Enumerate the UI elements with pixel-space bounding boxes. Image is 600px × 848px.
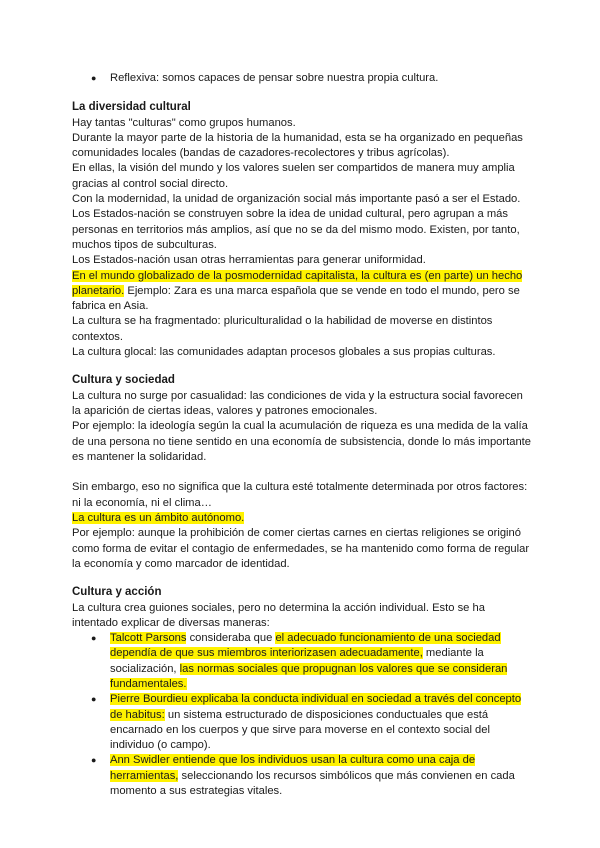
paragraph: La cultura crea guiones sociales, pero no determina la acción individual. Esto se ha intentado explicar de diversas maneras: [72,601,485,629]
list-item-text: un sistema estructurado de disposiciones conductuales que está encarnado en los cuerpos y que sirve para moverse en el contexto social del individuo (o campo). [110,708,490,752]
section-title: Cultura y sociedad [72,374,175,387]
paragraph-text: Ejemplo: Zara es una marca española que se vende en todo el mundo, pero se fabrica en Asia. [72,284,520,313]
paragraph: En ellas, la visión del mundo y los valores suelen ser compartidos de manera muy amplia gracias al control social directo. [72,162,515,190]
paragraph: Sin embargo, eso no significa que la cultura esté totalmente determinada por otros factores: ni la economía, ni el clima… [72,481,528,509]
list-item [72,631,534,692]
list-item [72,692,534,753]
paragraph: Los Estados-nación se construyen sobre la idea de unidad cultural, pero agrupan a más personas en territorios más amplios, así que no se da del mismo modo. Existen, por tanto, muchos tipos de subculturas. [72,208,520,251]
section-title: La diversidad cultural [72,101,191,114]
paragraph: Hay tantas "culturas" como grupos humanos. [72,116,296,129]
bullet-dot-icon: ● [91,633,97,644]
section-title: Cultura y acción [72,586,162,599]
paragraph: Durante la mayor parte de la historia de la humanidad, esta se ha organizado en pequeñas comunidades locales (bandas de cazadores-recolectores y tribus agrícolas). [72,131,523,160]
highlighted-text: las normas sociales que propugnan los valores que se consideran fundamentales. [110,662,508,690]
blank-line [72,465,534,480]
bullet-dot-icon: ● [91,73,97,83]
paragraph [72,511,534,526]
paragraph [72,269,534,315]
paragraph: Por ejemplo: aunque la prohibición de comer ciertas carnes en ciertas religiones se originó como forma de evitar el contagio de enfermedades, se ha mantenido como forma de regular la economía y como marcador de identidad. [72,527,530,570]
highlighted-text: La cultura es un ámbito autónomo. [72,512,245,525]
intro-bullet-text: Reflexiva: somos capaces de pensar sobre nuestra propia cultura. [110,72,439,84]
document-body [72,71,534,799]
highlighted-text: En el mundo globalizado de la posmodernidad capitalista, la cultura es (en parte) un hecho planetario. [72,269,523,297]
paragraph: La cultura no surge por casualidad: las condiciones de vida y la estructura social favorecen la aparición de ciertas ideas, valores y patrones emocionales. [72,389,523,417]
intro-bullet [72,71,534,86]
highlighted-text: Ann Swidler entiende que los individuos usan la cultura como una caja de herramientas, [110,754,476,782]
list-item-text: seleccionando los recursos simbólicos que más convienen en cada momento a sus estrategias vitales. [110,769,515,798]
highlighted-text: Pierre Bourdieu explicaba la conducta individual en sociedad a través del concepto de habitus: [110,693,522,721]
list-item [72,753,534,799]
list-item-text: consideraba que [186,632,276,645]
list-item-text: mediante la socialización, [110,647,484,675]
paragraph: Los Estados-nación usan otras herramientas para generar uniformidad. [72,254,426,267]
section-diversidad [72,100,534,360]
highlighted-text: el adecuado funcionamiento de una sociedad dependía de que sus miembros interiorizasen adecuadamente, [110,632,501,660]
section-accion [72,585,534,799]
bullet-dot-icon: ● [91,694,97,705]
bullet-dot-icon: ● [91,755,97,766]
bullet-list [72,631,534,799]
paragraph: La cultura se ha fragmentado: pluriculturalidad o la habilidad de moverse en distintos contextos. [72,315,493,343]
paragraph: La cultura glocal: las comunidades adaptan procesos globales a sus propias culturas. [72,346,496,359]
highlighted-text: Talcott Parsons [110,632,187,645]
paragraph: Con la modernidad, la unidad de organización social más importante pasó a ser el Estado. [72,193,521,206]
section-sociedad [72,373,534,572]
paragraph: Por ejemplo: la ideología según la cual la acumulación de riqueza es una medida de la valía de una persona no tiene sentido en una economía de subsistencia, donde lo más importante es mantener la solidaridad. [72,420,531,463]
